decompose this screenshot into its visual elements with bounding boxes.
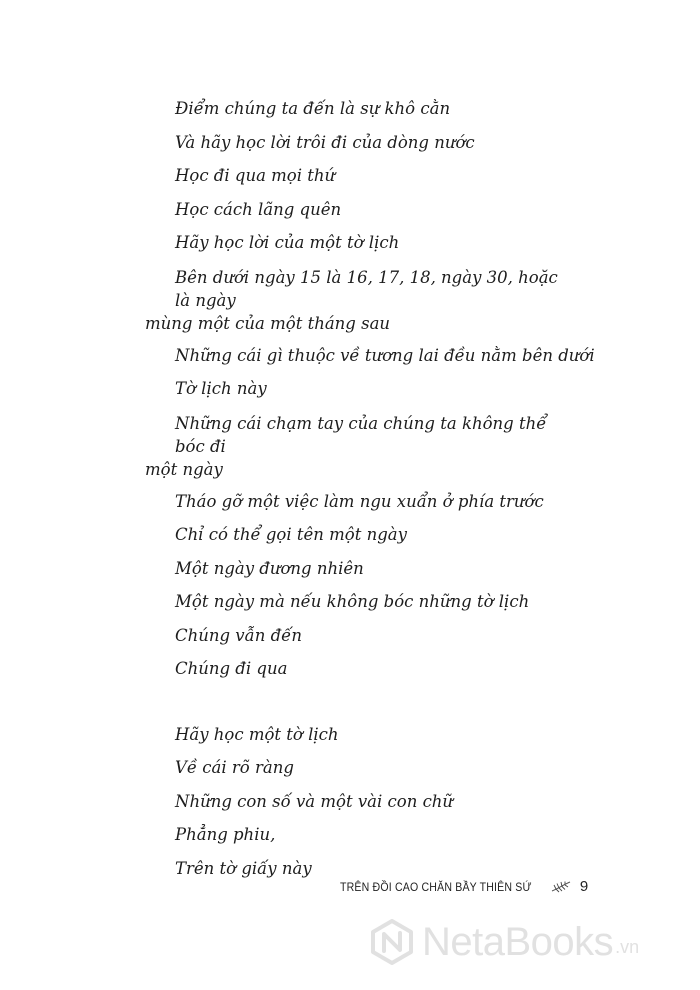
poem-line: Hãy học một tờ lịch	[175, 724, 339, 744]
poem-line: Những cái gì thuộc về tương lai đều nằm bên dưới	[175, 345, 595, 365]
poem-line: Và hãy học lời trôi đi của dòng nước	[175, 132, 475, 152]
poem-line: Học cách lãng quên	[175, 199, 342, 219]
poem-line-continuation: mùng một của một tháng sau	[145, 313, 391, 333]
poem-line: Một ngày mà nếu không bóc những tờ lịch	[175, 592, 530, 611]
poem-line: Những con số và một vài con chữ	[175, 791, 454, 811]
poem-line: Một ngày đương nhiên	[175, 558, 364, 578]
poem-line: Điểm chúng ta đến là sự khô cằn	[175, 99, 451, 118]
watermark-brand: NetaBooks	[422, 919, 614, 964]
watermark	[368, 918, 639, 966]
poem-line: Hãy học lời của một tờ lịch	[175, 233, 400, 252]
netabooks-logo-icon	[368, 918, 416, 966]
poem-line-continuation: một ngày	[145, 459, 223, 479]
poem-line-wrapped	[145, 260, 565, 339]
feather-icon	[550, 880, 572, 894]
poem-body	[145, 92, 595, 885]
page-number: 9	[579, 878, 589, 895]
poem-line: Phẳng phiu,	[175, 825, 276, 844]
poem-line: Về cái rõ ràng	[175, 758, 294, 777]
watermark-suffix: .vn	[615, 937, 640, 957]
poem-line: Tờ lịch này	[175, 379, 267, 398]
book-title: TRÊN ĐỒI CAO CHĂN BẦY THIÊN SỨ	[340, 879, 532, 894]
poem-line: Chỉ có thể gọi tên một ngày	[175, 525, 407, 544]
poem-line: Chúng đi qua	[175, 659, 288, 678]
running-footer	[340, 878, 588, 895]
poem-line-part: Bên dưới ngày 15 là 16, 17, 18, ngày 30, hoặc là ngày	[175, 267, 558, 310]
poem-line: Học đi qua mọi thứ	[175, 166, 336, 185]
stanza-break	[145, 686, 565, 718]
poem-line: Trên tờ giấy này	[175, 858, 312, 878]
poem-line-part: Những cái chạm tay của chúng ta không thể bóc đi	[175, 413, 547, 456]
poem-line-wrapped	[145, 406, 565, 485]
poem-line: Chúng vẫn đến	[175, 625, 302, 645]
poem-line: Tháo gỡ một việc làm ngu xuẩn ở phía trước	[175, 491, 544, 511]
